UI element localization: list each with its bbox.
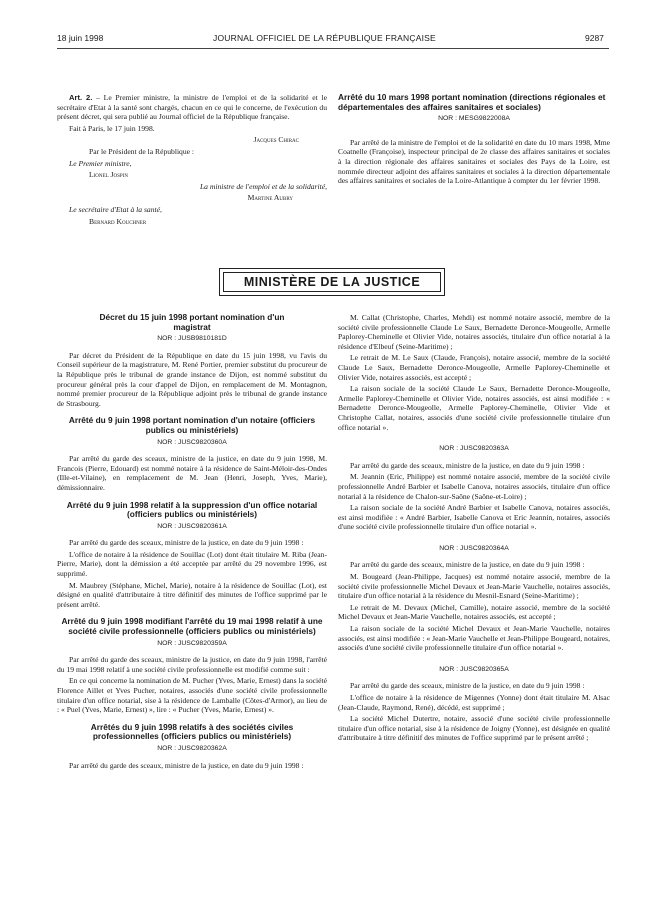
paragraph: Par arrêté du garde des sceaux, ministre de la justice, en date du 9 juin 1998 : <box>69 538 304 548</box>
paragraph: Par arrêté du garde des sceaux, ministre de la justice, en date du 9 juin 1998, M. Francois (Pierre, Edouard) est nommé notaire à la résidence de Saint-Méloir-des-Ondes (Ille-et-Vilaine), en remplacement de M. Jean (Henri, Joseph, Yves, Marie), démissionnaire. <box>57 454 327 492</box>
section-title-arrete-10-mars: Arrêté du 10 mars 1998 portant nomination (directions régionales et départementales des affaires sanitaires et sociales) <box>338 92 606 112</box>
section-title: Décret du 15 juin 1998 portant nomination d'un magistrat <box>99 312 285 332</box>
paragraph: L'office de notaire à la résidence de Migennes (Yonne) dont était titulaire M. Alsac (Jean-Claude, Raymond, René), décédé, est supprimé ; <box>338 693 610 712</box>
nor-code: NOR : JUSB9810181D <box>157 335 227 343</box>
paragraph: M. Maubrey (Stéphane, Michel, Marie), notaire à la résidence de Souillac (Lot), est désigné en qualité d'attributaire à titre définitif des minutes de l'office supprimé par le présent arrêté. <box>57 580 327 609</box>
par-president: Par le Président de la République : <box>89 146 195 156</box>
ministry-banner <box>219 268 445 296</box>
paragraph: Le retrait de M. Devaux (Michel, Camille), notaire associé, membre de la société Michel Devaux et Jean-Marie Vauchelle, notaires associés, est accepté ; <box>338 602 610 622</box>
page-number: 9287 <box>585 33 604 43</box>
fait-line: Fait à Paris, le 17 juin 1998. <box>69 123 155 133</box>
justice-right-column <box>338 313 610 745</box>
paragraph: M. Jeannin (Eric, Philippe) est nommé notaire associé, membre de la société civile professionnelle André Barbier et Isabelle Canova, notaires associés, titulaire d'un office notarial à la résidence de Chalon-sur-Saône (Saône-et-Loire) ; <box>338 472 610 501</box>
article-2 <box>57 93 327 122</box>
article-text: – Le Premier ministre, la ministre de l'emploi et de la solidarité et le secrétaire d'Etat à la santé sont chargés, chacun en ce qui le concerne, de l'exécution du présent décret, qui sera publié au Journal officiel de la République française. <box>57 93 327 122</box>
nor-code: NOR : JUSC9820363A <box>439 445 509 453</box>
paragraph: La raison sociale de la société Michel Devaux et Jean-Marie Vauchelle, notaires associés, est ainsi modifiée : « Jean-Marie Vauchelle et Jean-Philippe Bougeard, notaires, associés d'une société civile professionnelle titulaire d'un office notarial ». <box>338 624 610 653</box>
top-right-column <box>338 93 610 188</box>
paragraph: La société Michel Dutertre, notaire, associé d'une société civile professionnelle titulaire d'un office notarial, sise à la résidence de Joigny (Yonne), est désignée en qualité d'attributaire à titre définitif des minutes de l'office supprimé par le présent arrêté ; <box>338 714 610 743</box>
top-left-column <box>57 93 327 228</box>
pm-title: Le Premier ministre, <box>69 158 132 168</box>
paragraph: Par arrêté du garde des sceaux, ministre de la justice, en date du 9 juin 1998 : <box>350 560 585 570</box>
nor-code: NOR : JUSC9820360A <box>157 438 227 446</box>
paragraph: La raison sociale de la société André Barbier et Isabelle Canova, notaires associés, est ainsi modifiée : « André Barbier, Isabelle Canova et Eric Jeannin, notaires, associés d'une société civile professionnelle titulaire d'un office notarial ». <box>338 503 610 532</box>
secretaire-title: Le secrétaire d'Etat à la santé, <box>69 204 162 214</box>
paragraph: Par arrêté du garde des sceaux, ministre de la justice, en date du 9 juin 1998 : <box>69 760 304 770</box>
ministry-banner-title: MINISTÈRE DE LA JUSTICE <box>223 272 441 292</box>
paragraph: La raison sociale de la société Claude Le Saux, Bernadette Deronce-Mougeolle, Armelle Paplorey-Cheminelle et Olivier Vide, notaires associés, est ainsi modifiée : « Bernadette Deronce-Mougeolle, Armelle Paplorey-Cheminelle, Olivier Vide et Christophe Callat, notaires, associés d'une société civile professionnelle titulaire d'un office notarial ». <box>338 384 610 432</box>
header-date: 18 juin 1998 <box>57 33 104 43</box>
nor-code: NOR : JUSC9820359A <box>157 639 227 647</box>
paragraph: M. Callat (Christophe, Charles, Mehdi) est nommé notaire associé, membre de la société civile professionnelle Claude Le Saux, Bernadette Deronce-Mougeolle, Armelle Paplorey-Cheminelle et Olivier Vide, notaires associés, titulaire d'un office notarial à la résidence d'Elbeuf (Seine-Maritime) ; <box>338 313 610 351</box>
ministre-title: La ministre de l'emploi et de la solidarité, <box>199 181 327 191</box>
journal-title: JOURNAL OFFICIEL DE LA RÉPUBLIQUE FRANÇAISE <box>213 33 436 43</box>
paragraph: Le retrait de M. Le Saux (Claude, François), notaire associé, membre de la société Claude Le Saux, Bernadette Deronce-Mougeolle, Armelle Paplorey-Cheminelle et Olivier Vide, notaires associés, est accepté ; <box>338 353 610 382</box>
section-title: Arrêté du 9 juin 1998 modifiant l'arrêté du 19 mai 1998 relatif à une société civile professionnelle (officiers publics ou ministériels) <box>61 616 323 637</box>
paragraph: Par décret du Président de la République en date du 15 juin 1998, vu l'avis du Conseil supérieur de la magistrature, M. René Portier, premier substitut du procureur de la République près le tribunal de grande instance de Dijon, est nommé substitut du procureur général près la cour d'appel de Dijon, en remplacement de M. Montagnon, nommé premier procureur de la République adjoint près le tribunal de grande instance de Strasbourg. <box>57 350 327 408</box>
paragraph: Par arrêté de la ministre de l'emploi et de la solidarité en date du 10 mars 1998, Mme Coatnelle (Françoise), inspecteur principal de 2e classe des affaires sanitaires et sociales à la direction régionale des affaires sanitaires et sociales des Pays de la Loire, est nommée directeur adjoint des affaires sanitaires et sociales à la direction départementale des affaires sanitaires et sociales de la Loire-Atlantique à compter du 1er février 1998. <box>338 137 610 186</box>
paragraph: Par arrêté du garde des sceaux, ministre de la justice, en date du 9 juin 1998 : <box>350 460 585 470</box>
paragraph: Par arrêté du garde des sceaux, ministre de la justice, en date du 9 juin 1998, l'arrêté du 19 mai 1998 relatif à une société civile professionnelle est modifié comme suit : <box>57 655 327 674</box>
section-title: Arrêté du 9 juin 1998 portant nomination d'un notaire (officiers publics ou ministériels) <box>68 415 316 435</box>
ministre-name: Martine Aubry <box>247 193 293 203</box>
nor-code: NOR : JUSC9820362A <box>157 744 227 752</box>
justice-left-column <box>57 313 327 772</box>
section-title: Arrêté du 9 juin 1998 relatif à la suppression d'un office notarial (officiers publics ou ministériels) <box>66 499 318 520</box>
nor-code: NOR : JUSC9820361A <box>157 522 227 530</box>
pm-name: Lionel Jospin <box>89 170 128 180</box>
nor-code: NOR : MESG9822008A <box>438 115 510 123</box>
secretaire-name: Bernard Kouchner <box>89 216 147 226</box>
paragraph: L'office de notaire à la résidence de Souillac (Lot) dont était titulaire M. Riba (Jean-Pierre, Marie), dont la démission a été acceptée par arrêté du 29 novembre 1996, est supprimé. <box>57 549 327 579</box>
article-label: Art. 2. <box>69 93 93 102</box>
paragraph: M. Bougeard (Jean-Philippe, Jacques) est nommé notaire associé, membre de la société civile professionnelle Michel Devaux et Jean-Marie Vauchelle, notaires associés, titulaire d'un office notarial à la résidence du Mesnil-Esnard (Seine-Maritime) ; <box>338 572 610 601</box>
nor-code: NOR : JUSC9820364A <box>439 544 509 552</box>
header-rule <box>57 48 609 49</box>
signature-president: Jacques Chirac <box>253 135 299 145</box>
section-title: Arrêtés du 9 juin 1998 relatifs à des sociétés civiles professionnelles (officiers publics ou ministériels) <box>90 721 294 742</box>
nor-code: NOR : JUSC9820365A <box>439 665 509 673</box>
paragraph: En ce qui concerne la nomination de M. Pucher (Yves, Marie, Ernest) dans la société Florence Aillet et Yves Pucher, notaires, associés d'une société civile professionnelle titulaire d'un office notarial, sise à la résidence de Lamballe (Côtes-d'Armor), au lieu de : « Puel (Yves, Marie, Ernest) », lire : « Pucher (Yves, Marie, Ernest) ». <box>57 676 327 715</box>
paragraph: Par arrêté du garde des sceaux, ministre de la justice, en date du 9 juin 1998 : <box>350 681 585 691</box>
